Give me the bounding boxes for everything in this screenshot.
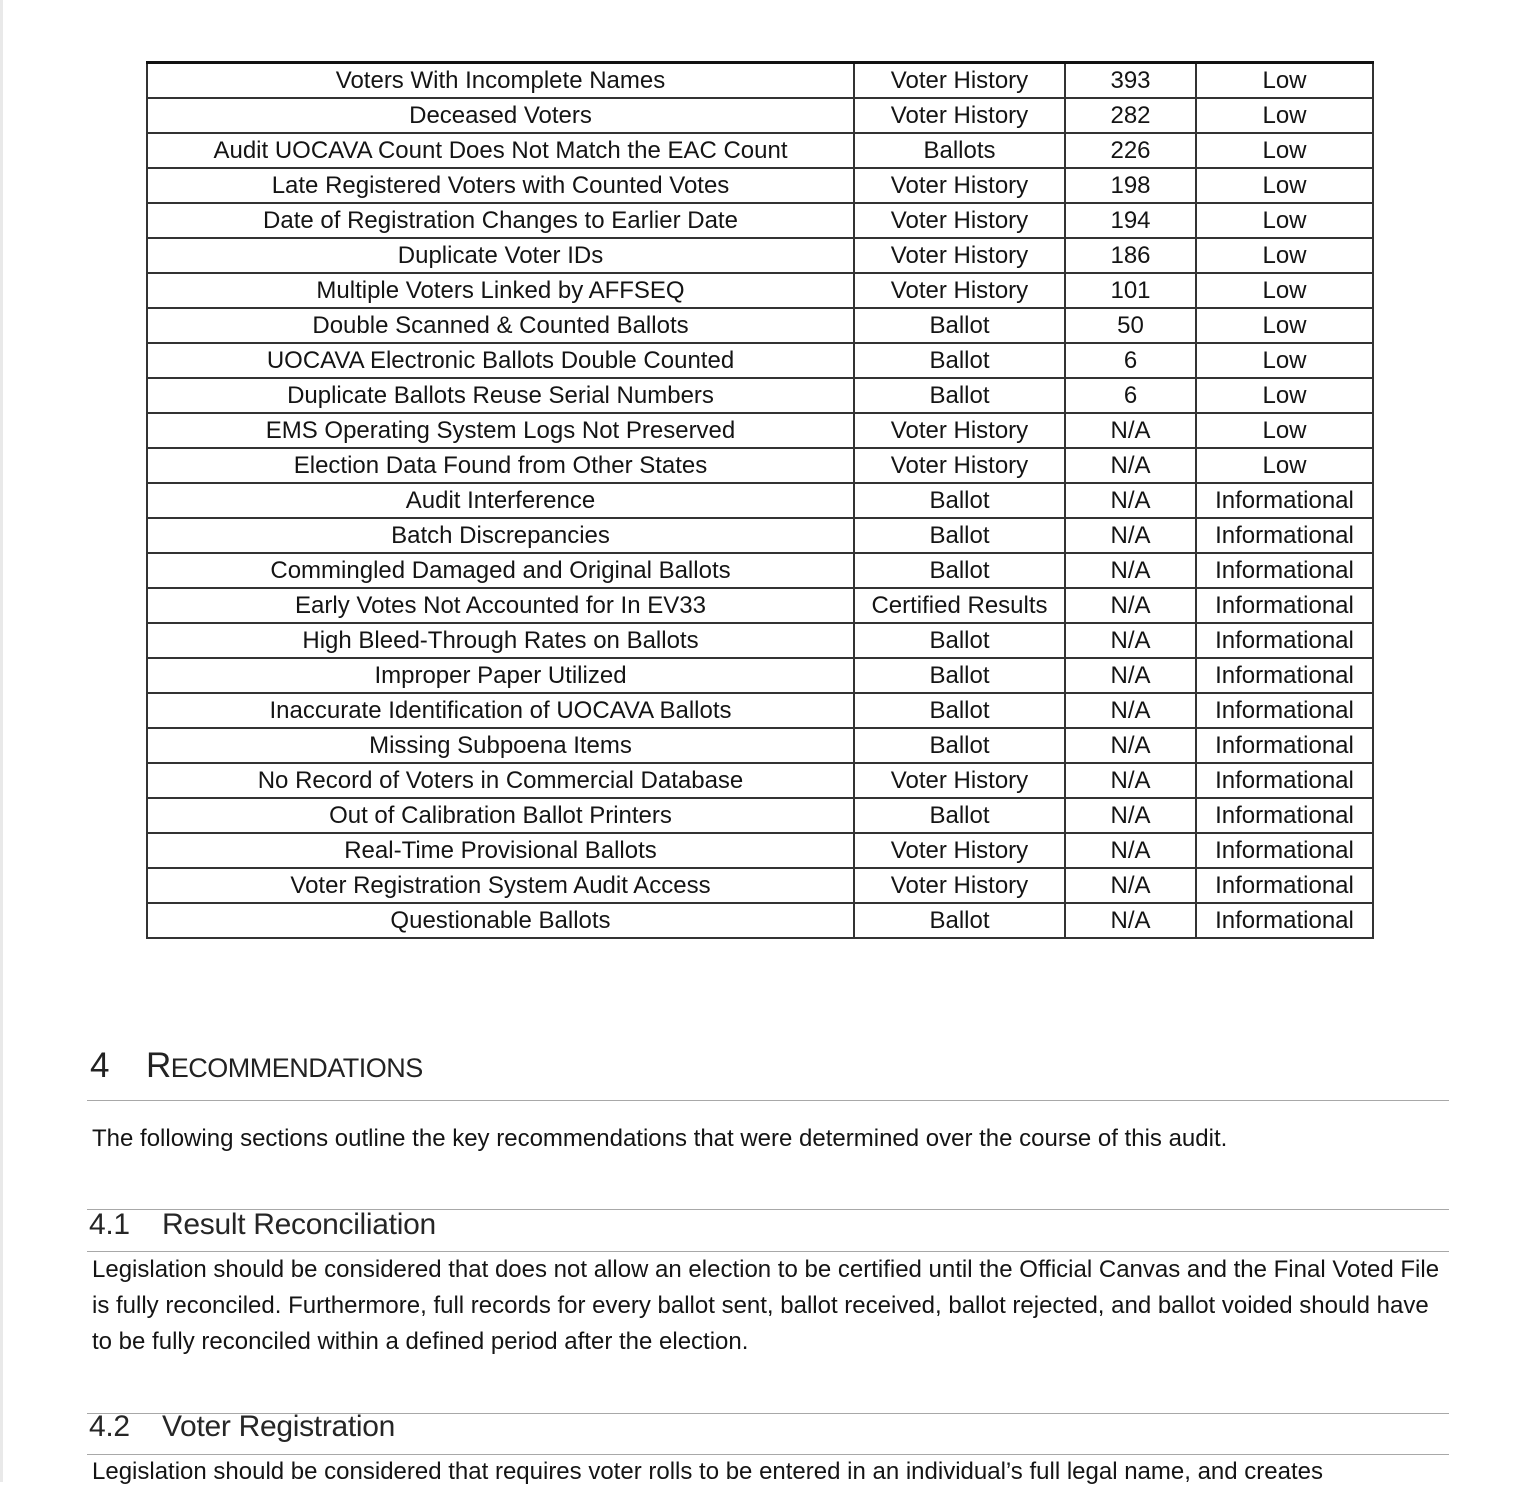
count-cell: N/A xyxy=(1065,728,1196,763)
severity-cell: Informational xyxy=(1196,518,1373,553)
count-cell: 50 xyxy=(1065,308,1196,343)
severity-cell: Low xyxy=(1196,63,1373,99)
section-title-rest: ECOMMENDATIONS xyxy=(170,1053,423,1083)
finding-cell: Late Registered Voters with Counted Votes xyxy=(147,168,854,203)
severity-cell: Low xyxy=(1196,98,1373,133)
section-4-intro: The following sections outline the key recommendations that were determined over the course of this audit. xyxy=(92,1125,1228,1152)
category-cell: Voter History xyxy=(854,868,1065,903)
count-cell: N/A xyxy=(1065,518,1196,553)
count-cell: N/A xyxy=(1065,693,1196,728)
finding-cell: Real-Time Provisional Ballots xyxy=(147,833,854,868)
category-cell: Voter History xyxy=(854,203,1065,238)
finding-cell: Multiple Voters Linked by AFFSEQ xyxy=(147,273,854,308)
severity-cell: Low xyxy=(1196,343,1373,378)
count-cell: N/A xyxy=(1065,588,1196,623)
table-row xyxy=(147,203,1373,238)
severity-cell: Low xyxy=(1196,168,1373,203)
count-cell: N/A xyxy=(1065,868,1196,903)
finding-cell: Inaccurate Identification of UOCAVA Ballots xyxy=(147,693,854,728)
count-cell: N/A xyxy=(1065,658,1196,693)
severity-cell: Informational xyxy=(1196,553,1373,588)
finding-cell: Voter Registration System Audit Access xyxy=(147,868,854,903)
finding-cell: Out of Calibration Ballot Printers xyxy=(147,798,854,833)
section-4-1-body: Legislation should be considered that does not allow an election to be certified until the Official Canvas and the Final Voted File is fully reconciled. Furthermore, full records for every ballot sent, ballot received, ballot rejected, and ballot voided should have to be fully reconciled within a defined period after the election. xyxy=(92,1256,1440,1355)
section-number: 4 xyxy=(90,1046,109,1085)
table-row xyxy=(147,868,1373,903)
severity-cell: Informational xyxy=(1196,763,1373,798)
category-cell: Ballot xyxy=(854,553,1065,588)
table-row xyxy=(147,413,1373,448)
page-edge xyxy=(0,0,3,1482)
table-row xyxy=(147,63,1373,99)
count-cell: N/A xyxy=(1065,448,1196,483)
severity-cell: Informational xyxy=(1196,588,1373,623)
count-cell: N/A xyxy=(1065,798,1196,833)
table-row xyxy=(147,728,1373,763)
table-row xyxy=(147,343,1373,378)
table-row xyxy=(147,658,1373,693)
table-row xyxy=(147,308,1373,343)
category-cell: Voter History xyxy=(854,448,1065,483)
category-cell: Voter History xyxy=(854,763,1065,798)
table-row xyxy=(147,98,1373,133)
table-row xyxy=(147,798,1373,833)
count-cell: 194 xyxy=(1065,203,1196,238)
severity-cell: Informational xyxy=(1196,483,1373,518)
table-row xyxy=(147,378,1373,413)
finding-cell: Date of Registration Changes to Earlier Date xyxy=(147,203,854,238)
section-title-initial: R xyxy=(146,1046,171,1085)
finding-cell: Improper Paper Utilized xyxy=(147,658,854,693)
severity-cell: Low xyxy=(1196,308,1373,343)
finding-cell: Early Votes Not Accounted for In EV33 xyxy=(147,588,854,623)
section-4-heading xyxy=(90,1046,423,1086)
category-cell: Ballots xyxy=(854,133,1065,168)
category-cell: Voter History xyxy=(854,413,1065,448)
count-cell: N/A xyxy=(1065,553,1196,588)
severity-cell: Informational xyxy=(1196,728,1373,763)
severity-cell: Low xyxy=(1196,203,1373,238)
table-row xyxy=(147,833,1373,868)
count-cell: N/A xyxy=(1065,483,1196,518)
count-cell: 226 xyxy=(1065,133,1196,168)
finding-cell: Deceased Voters xyxy=(147,98,854,133)
finding-cell: Commingled Damaged and Original Ballots xyxy=(147,553,854,588)
finding-cell: Batch Discrepancies xyxy=(147,518,854,553)
category-cell: Voter History xyxy=(854,273,1065,308)
section-4-2-heading xyxy=(89,1410,395,1444)
severity-cell: Low xyxy=(1196,273,1373,308)
findings-table xyxy=(146,61,1374,939)
count-cell: 186 xyxy=(1065,238,1196,273)
subsection-title: Voter Registration xyxy=(162,1410,396,1443)
category-cell: Voter History xyxy=(854,168,1065,203)
severity-cell: Low xyxy=(1196,448,1373,483)
finding-cell: No Record of Voters in Commercial Database xyxy=(147,763,854,798)
subsection-number: 4.1 xyxy=(89,1208,130,1241)
severity-cell: Informational xyxy=(1196,693,1373,728)
category-cell: Ballot xyxy=(854,308,1065,343)
category-cell: Ballot xyxy=(854,728,1065,763)
finding-cell: Voters With Incomplete Names xyxy=(147,63,854,99)
finding-cell: Audit UOCAVA Count Does Not Match the EAC Count xyxy=(147,133,854,168)
finding-cell: EMS Operating System Logs Not Preserved xyxy=(147,413,854,448)
severity-cell: Informational xyxy=(1196,623,1373,658)
section-4-2-body: Legislation should be considered that requires voter rolls to be entered in an individual’s full legal name, and creates xyxy=(92,1458,1323,1485)
table-row xyxy=(147,588,1373,623)
count-cell: 393 xyxy=(1065,63,1196,99)
table-row xyxy=(147,623,1373,658)
count-cell: N/A xyxy=(1065,833,1196,868)
finding-cell: Double Scanned & Counted Ballots xyxy=(147,308,854,343)
category-cell: Ballot xyxy=(854,343,1065,378)
category-cell: Ballot xyxy=(854,693,1065,728)
severity-cell: Low xyxy=(1196,238,1373,273)
count-cell: 101 xyxy=(1065,273,1196,308)
category-cell: Voter History xyxy=(854,98,1065,133)
severity-cell: Informational xyxy=(1196,833,1373,868)
severity-cell: Informational xyxy=(1196,798,1373,833)
findings-table-body xyxy=(147,63,1373,939)
category-cell: Ballot xyxy=(854,623,1065,658)
subsection-number: 4.2 xyxy=(89,1410,130,1443)
finding-cell: Missing Subpoena Items xyxy=(147,728,854,763)
count-cell: 198 xyxy=(1065,168,1196,203)
category-cell: Voter History xyxy=(854,238,1065,273)
table-row xyxy=(147,763,1373,798)
section-4-1-heading xyxy=(89,1208,436,1242)
subsection-title: Result Reconciliation xyxy=(162,1208,436,1241)
table-row xyxy=(147,483,1373,518)
table-row xyxy=(147,273,1373,308)
table-row xyxy=(147,553,1373,588)
finding-cell: High Bleed-Through Rates on Ballots xyxy=(147,623,854,658)
count-cell: N/A xyxy=(1065,413,1196,448)
count-cell: 6 xyxy=(1065,343,1196,378)
finding-cell: Audit Interference xyxy=(147,483,854,518)
category-cell: Ballot xyxy=(854,518,1065,553)
count-cell: N/A xyxy=(1065,903,1196,938)
severity-cell: Informational xyxy=(1196,868,1373,903)
category-cell: Ballot xyxy=(854,378,1065,413)
severity-cell: Informational xyxy=(1196,658,1373,693)
finding-cell: Duplicate Voter IDs xyxy=(147,238,854,273)
category-cell: Voter History xyxy=(854,833,1065,868)
finding-cell: Election Data Found from Other States xyxy=(147,448,854,483)
table-row xyxy=(147,238,1373,273)
finding-cell: UOCAVA Electronic Ballots Double Counted xyxy=(147,343,854,378)
count-cell: 282 xyxy=(1065,98,1196,133)
table-row xyxy=(147,168,1373,203)
category-cell: Ballot xyxy=(854,798,1065,833)
severity-cell: Informational xyxy=(1196,903,1373,938)
category-cell: Ballot xyxy=(854,903,1065,938)
section-4-rule xyxy=(87,1100,1449,1101)
count-cell: N/A xyxy=(1065,623,1196,658)
finding-cell: Questionable Ballots xyxy=(147,903,854,938)
table-row xyxy=(147,448,1373,483)
category-cell: Ballot xyxy=(854,483,1065,518)
category-cell: Certified Results xyxy=(854,588,1065,623)
table-row xyxy=(147,903,1373,938)
category-cell: Voter History xyxy=(854,63,1065,99)
severity-cell: Low xyxy=(1196,378,1373,413)
table-row xyxy=(147,518,1373,553)
category-cell: Ballot xyxy=(854,658,1065,693)
count-cell: 6 xyxy=(1065,378,1196,413)
count-cell: N/A xyxy=(1065,763,1196,798)
severity-cell: Low xyxy=(1196,413,1373,448)
table-row xyxy=(147,693,1373,728)
finding-cell: Duplicate Ballots Reuse Serial Numbers xyxy=(147,378,854,413)
table-row xyxy=(147,133,1373,168)
severity-cell: Low xyxy=(1196,133,1373,168)
